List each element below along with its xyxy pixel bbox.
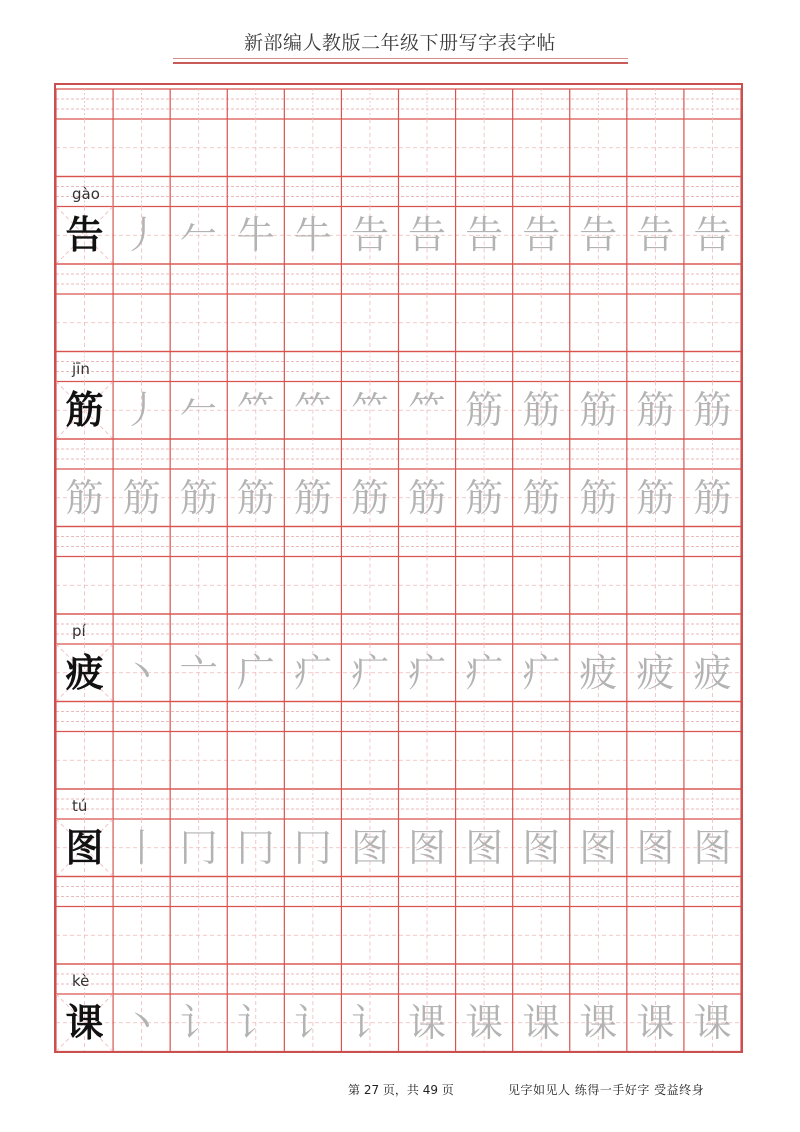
stroke-order-trace: 讠 bbox=[179, 1000, 218, 1045]
stroke-order-trace: 告 bbox=[522, 213, 561, 258]
trace-character: 筋 bbox=[636, 475, 675, 520]
stroke-order-trace: 牛 bbox=[293, 213, 332, 258]
title-underline-thick bbox=[173, 62, 628, 64]
stroke-order-trace: 图 bbox=[579, 825, 618, 870]
trace-character: 筋 bbox=[408, 475, 447, 520]
title-underline-thin bbox=[173, 58, 628, 59]
trace-character: 筋 bbox=[236, 475, 275, 520]
stroke-order-trace: 筋 bbox=[465, 388, 504, 433]
stroke-order-trace: 丶 bbox=[122, 650, 161, 695]
stroke-order-trace: 告 bbox=[408, 213, 447, 258]
stroke-order-trace: 图 bbox=[522, 825, 561, 870]
model-character: 图 bbox=[65, 824, 104, 870]
stroke-order-trace: 告 bbox=[465, 213, 504, 258]
trace-character: 筋 bbox=[65, 475, 104, 520]
stroke-order-trace: 课 bbox=[693, 1000, 732, 1045]
page-title: 新部编人教版二年级下册写字表字帖 bbox=[243, 32, 556, 54]
stroke-order-trace: 疒 bbox=[522, 650, 561, 695]
stroke-order-trace: 丶 bbox=[122, 1000, 161, 1045]
stroke-order-trace: 图 bbox=[465, 825, 504, 870]
trace-character: 筋 bbox=[350, 475, 389, 520]
stroke-order-trace: 告 bbox=[693, 213, 732, 258]
stroke-order-trace: 告 bbox=[636, 213, 675, 258]
pinyin-label: kè bbox=[72, 972, 90, 990]
pinyin-label: tú bbox=[72, 797, 88, 815]
stroke-order-trace: ⺮ bbox=[293, 388, 332, 433]
stroke-order-trace: 疲 bbox=[636, 650, 675, 695]
stroke-order-trace: 课 bbox=[522, 1000, 561, 1045]
stroke-order-trace: 课 bbox=[636, 1000, 675, 1045]
pinyin-label: gào bbox=[72, 184, 100, 203]
stroke-order-trace: 丿 bbox=[122, 213, 161, 258]
trace-character: 筋 bbox=[293, 475, 332, 520]
stroke-order-trace: 课 bbox=[408, 1000, 447, 1045]
trace-character: 筋 bbox=[522, 475, 561, 520]
pinyin-label: pí bbox=[72, 622, 86, 640]
stroke-order-trace: 𠂉 bbox=[179, 388, 218, 433]
stroke-order-trace: 冂 bbox=[179, 825, 218, 870]
trace-character: 筋 bbox=[179, 475, 218, 520]
stroke-order-trace: 图 bbox=[408, 825, 447, 870]
trace-character: 筋 bbox=[579, 475, 618, 520]
stroke-order-trace: 丿 bbox=[122, 388, 161, 433]
trace-character: 筋 bbox=[122, 475, 161, 520]
trace-character: 筋 bbox=[465, 475, 504, 520]
stroke-order-trace: ⺮ bbox=[236, 388, 275, 433]
stroke-order-trace: 疒 bbox=[465, 650, 504, 695]
stroke-order-trace: 课 bbox=[465, 1000, 504, 1045]
stroke-order-trace: 告 bbox=[350, 213, 389, 258]
stroke-order-trace: 疒 bbox=[350, 650, 389, 695]
footer-motto: 见字如见人 练得一手好字 受益终身 bbox=[508, 1083, 705, 1097]
pinyin-label: jīn bbox=[72, 359, 90, 378]
stroke-order-trace: 𠂉 bbox=[179, 213, 218, 258]
stroke-order-trace: 冂 bbox=[293, 825, 332, 870]
stroke-order-trace: 图 bbox=[693, 825, 732, 870]
practice-grid-frame bbox=[54, 83, 743, 1053]
stroke-order-trace: 疲 bbox=[693, 650, 732, 695]
stroke-order-trace: 广 bbox=[236, 650, 275, 695]
stroke-order-trace: 筋 bbox=[693, 388, 732, 433]
stroke-order-trace: 告 bbox=[579, 213, 618, 258]
stroke-order-trace: 图 bbox=[636, 825, 675, 870]
stroke-order-trace: 牛 bbox=[236, 213, 275, 258]
stroke-order-trace: 丨 bbox=[122, 825, 161, 870]
stroke-order-trace: 讠 bbox=[350, 1000, 389, 1045]
model-character: 疲 bbox=[65, 649, 104, 695]
stroke-order-trace: ⺮ bbox=[350, 388, 389, 433]
stroke-order-trace: 课 bbox=[579, 1000, 618, 1045]
stroke-order-trace: 筋 bbox=[522, 388, 561, 433]
page-info: 第 27 页，共 49 页 bbox=[348, 1083, 454, 1097]
trace-character: 筋 bbox=[693, 475, 732, 520]
stroke-order-trace: 讠 bbox=[236, 1000, 275, 1045]
stroke-order-trace: 冂 bbox=[236, 825, 275, 870]
stroke-order-trace: 疒 bbox=[408, 650, 447, 695]
stroke-order-trace: 讠 bbox=[293, 1000, 332, 1045]
stroke-order-trace: 筋 bbox=[579, 388, 618, 433]
stroke-order-trace: 亠 bbox=[179, 650, 218, 695]
stroke-order-trace: 筋 bbox=[636, 388, 675, 433]
model-character: 告 bbox=[65, 212, 104, 258]
stroke-order-trace: ⺮ bbox=[408, 388, 447, 433]
stroke-order-trace: 图 bbox=[350, 825, 389, 870]
model-character: 筋 bbox=[65, 387, 104, 433]
stroke-order-trace: 疒 bbox=[293, 650, 332, 695]
stroke-order-trace: 疲 bbox=[579, 650, 618, 695]
model-character: 课 bbox=[65, 999, 104, 1045]
